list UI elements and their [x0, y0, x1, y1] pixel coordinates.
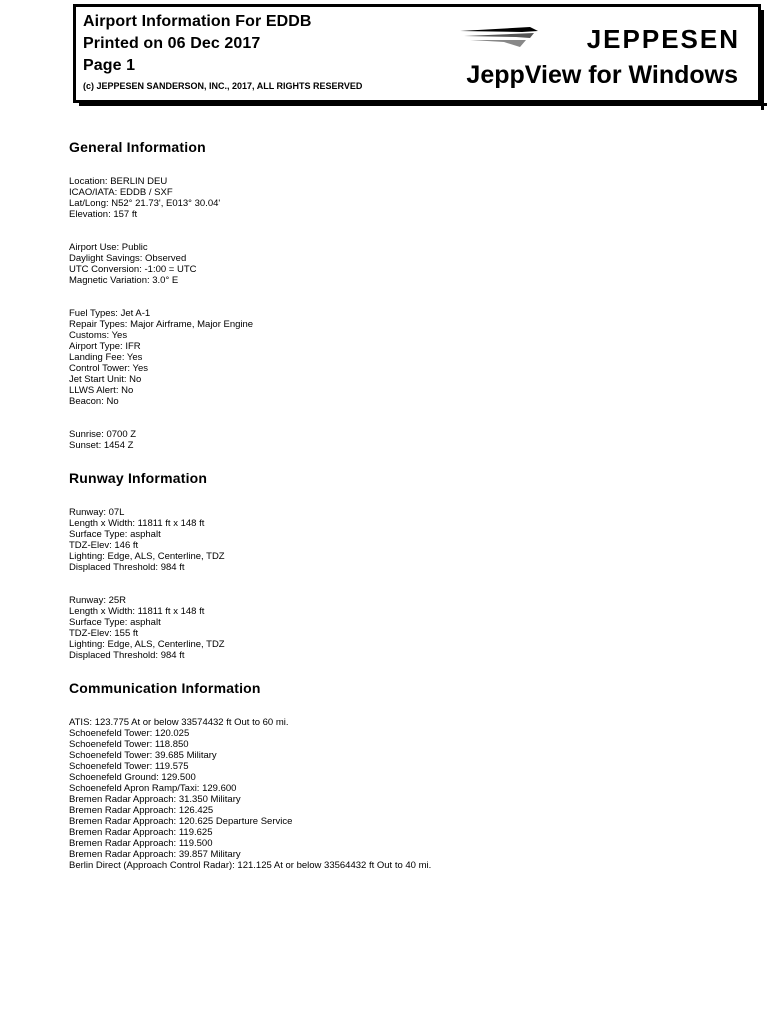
info-line: Landing Fee: Yes	[69, 352, 143, 363]
info-line: Schoenefeld Tower: 39.685 Military	[69, 750, 217, 761]
info-line: Lighting: Edge, ALS, Centerline, TDZ	[69, 639, 225, 650]
info-line: UTC Conversion: -1:00 = UTC	[69, 264, 197, 275]
app-name: JeppView for Windows	[466, 61, 738, 89]
general-information-section	[69, 136, 749, 451]
info-line: Surface Type: asphalt	[69, 529, 161, 540]
info-line: Customs: Yes	[69, 330, 128, 341]
info-line: Bremen Radar Approach: 39.857 Military	[69, 849, 241, 860]
info-line: Schoenefeld Apron Ramp/Taxi: 129.600	[69, 783, 237, 794]
info-line: Repair Types: Major Airframe, Major Engine	[69, 319, 254, 330]
info-line: Berlin Direct (Approach Control Radar): 121.125 At or below 33564432 ft Out to 40 mi.	[69, 860, 432, 871]
info-group	[69, 308, 749, 407]
info-line: Displaced Threshold: 984 ft	[69, 650, 185, 661]
report-title: Airport Information For EDDB	[83, 13, 312, 30]
info-group	[69, 176, 749, 220]
info-line: Magnetic Variation: 3.0° E	[69, 275, 179, 286]
info-line: TDZ-Elev: 155 ft	[69, 628, 139, 639]
info-line: Bremen Radar Approach: 31.350 Military	[69, 794, 241, 805]
info-line: Jet Start Unit: No	[69, 374, 142, 385]
info-line: Surface Type: asphalt	[69, 617, 161, 628]
general-groups	[69, 176, 749, 451]
info-line: Schoenefeld Ground: 129.500	[69, 772, 196, 783]
info-line: Fuel Types: Jet A-1	[69, 308, 151, 319]
info-line: Runway: 07L	[69, 507, 125, 518]
section-title: Communication Information	[69, 680, 261, 696]
info-line: Control Tower: Yes	[69, 363, 149, 374]
info-line: Bremen Radar Approach: 126.425	[69, 805, 214, 816]
info-line: Airport Type: IFR	[69, 341, 141, 352]
info-line: ATIS: 123.775 At or below 33574432 ft Out to 60 mi.	[69, 717, 289, 728]
info-line: Daylight Savings: Observed	[69, 253, 187, 264]
info-line: Airport Use: Public	[69, 242, 148, 253]
info-line: Sunrise: 0700 Z	[69, 429, 137, 440]
info-line: Lat/Long: N52° 21.73', E013° 30.04'	[69, 198, 221, 209]
header-info	[83, 11, 362, 93]
info-line: Schoenefeld Tower: 118.850	[69, 739, 189, 750]
info-line: Beacon: No	[69, 396, 119, 407]
page-number: Page 1	[83, 57, 136, 74]
info-line: Length x Width: 11811 ft x 148 ft	[69, 606, 205, 617]
info-line: Lighting: Edge, ALS, Centerline, TDZ	[69, 551, 225, 562]
section-title: General Information	[69, 139, 206, 155]
report-body	[69, 136, 749, 893]
info-group	[69, 507, 749, 573]
printed-date: Printed on 06 Dec 2017	[83, 35, 261, 52]
info-line: Schoenefeld Tower: 119.575	[69, 761, 189, 772]
info-line: TDZ-Elev: 146 ft	[69, 540, 139, 551]
info-line: Schoenefeld Tower: 120.025	[69, 728, 190, 739]
info-line: Runway: 25R	[69, 595, 127, 606]
info-line: Elevation: 157 ft	[69, 209, 138, 220]
info-line: Bremen Radar Approach: 119.500	[69, 838, 213, 849]
brand-name: JEPPESEN	[586, 24, 740, 54]
section-title: Runway Information	[69, 470, 208, 486]
info-line: Bremen Radar Approach: 120.625 Departure Service	[69, 816, 293, 827]
copyright-notice: (c) JEPPESEN SANDERSON, INC., 2017, ALL RIGHTS RESERVED	[83, 81, 363, 91]
info-line: Displaced Threshold: 984 ft	[69, 562, 185, 573]
info-line: LLWS Alert: No	[69, 385, 134, 396]
info-line: Length x Width: 11811 ft x 148 ft	[69, 518, 205, 529]
info-line: Location: BERLIN DEU	[69, 176, 168, 187]
info-group	[69, 429, 749, 451]
communication-information-section	[69, 677, 749, 871]
runway-information-section	[69, 467, 749, 661]
info-line: Sunset: 1454 Z	[69, 440, 134, 451]
jeppesen-logo	[460, 25, 740, 57]
swoosh-icon	[460, 25, 540, 55]
info-group	[69, 717, 749, 871]
communication-groups	[69, 717, 749, 871]
report-header	[73, 4, 761, 103]
info-group	[69, 595, 749, 661]
info-line: Bremen Radar Approach: 119.625	[69, 827, 213, 838]
info-group	[69, 242, 749, 286]
runway-groups	[69, 507, 749, 661]
info-line: ICAO/IATA: EDDB / SXF	[69, 187, 173, 198]
